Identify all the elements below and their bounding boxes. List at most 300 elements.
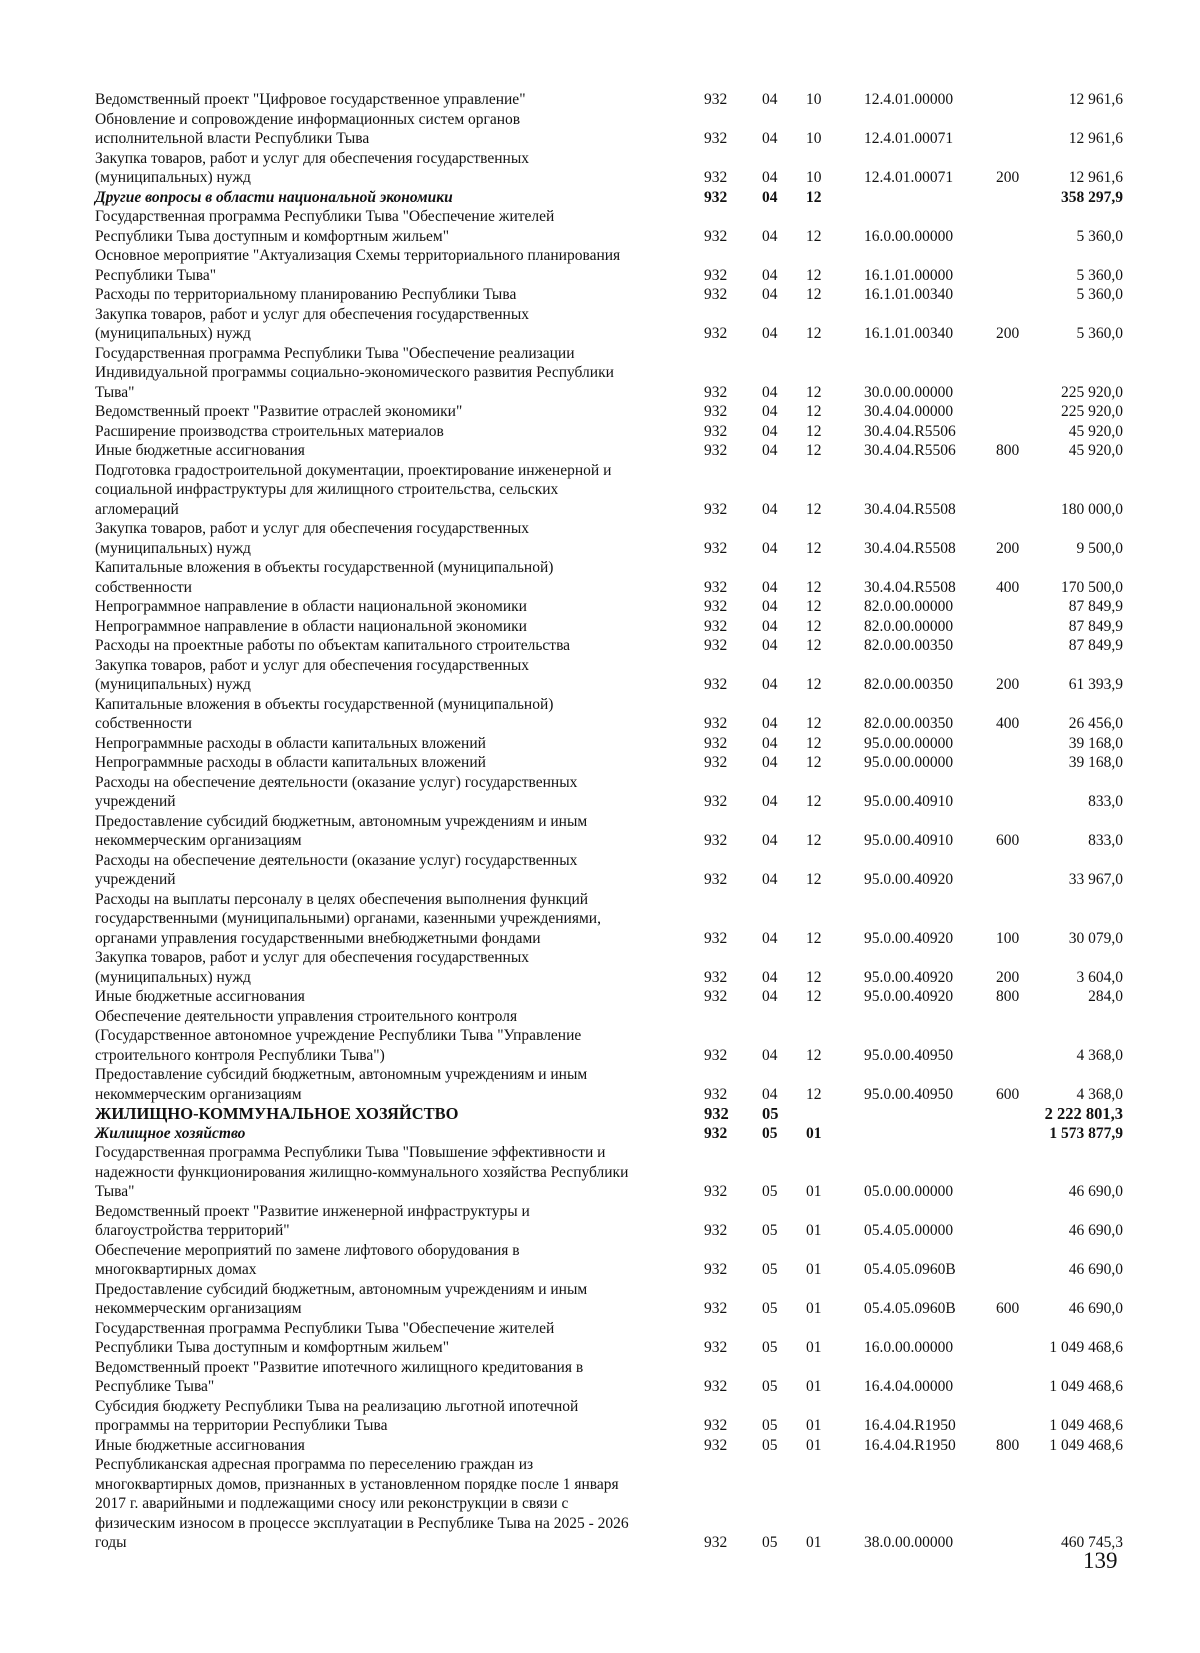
row-name-line: (Государственное автономное учреждение Республики Тыва "Управление: [95, 1027, 582, 1044]
table-row: [0, 90, 1200, 110]
subsection-code: 01: [806, 1339, 822, 1356]
subsection-code: 12: [806, 442, 822, 459]
target-article-code: 12.4.01.00071: [864, 130, 954, 147]
amount: 833,0: [1088, 793, 1123, 810]
expense-type-code: 200: [996, 968, 1020, 986]
section-code: 04: [762, 227, 778, 245]
amount: 170 500,0: [1061, 578, 1123, 596]
target-article-code: 16.1.01.00340: [864, 286, 954, 303]
row-name-line: строительного контроля Республики Тыва"): [95, 1046, 385, 1064]
subsection-code: 12: [806, 754, 822, 771]
department-code: 932: [704, 188, 728, 206]
row-name: [95, 1358, 665, 1397]
row-name-line: Обеспечение мероприятий по замене лифтового оборудования в: [95, 1241, 520, 1259]
department-code: 932: [704, 832, 728, 849]
section-code: 04: [762, 539, 778, 557]
row-name-line: ЖИЛИЩНО-КОММУНАЛЬНОЕ ХОЗЯЙСТВО: [95, 1104, 459, 1123]
row-name-line: Подготовка градостроительной документации, проектирование инженерной и: [95, 461, 612, 479]
row-name-line: (муниципальных) нужд: [95, 169, 251, 186]
section-code: 04: [762, 871, 778, 888]
row-name-line: Тыва": [95, 1183, 135, 1200]
amount: 180 000,0: [1061, 500, 1123, 518]
expense-type-code: 600: [996, 1085, 1020, 1103]
subsection-code: 12: [806, 188, 822, 206]
row-name: [95, 149, 665, 188]
subsection-code: 01: [806, 1222, 822, 1239]
department-code: 932: [704, 871, 728, 888]
expense-type-code: 800: [996, 1436, 1020, 1454]
row-name-line: программы на территории Республики Тыва: [95, 1417, 388, 1434]
amount: 9 500,0: [1076, 539, 1123, 557]
department-code: 932: [704, 968, 728, 986]
row-name-line: (муниципальных) нужд: [95, 325, 251, 342]
section-code: 04: [762, 266, 778, 284]
table-row: [0, 948, 1200, 987]
target-article-code: 95.0.00.40910: [864, 793, 954, 810]
section-code: 05: [762, 1104, 779, 1123]
row-name-line: Расширение производства строительных материалов: [95, 422, 444, 440]
row-name-line: Расходы на обеспечение деятельности (оказание услуг) государственных: [95, 773, 578, 791]
subsection-code: 01: [806, 1534, 822, 1551]
department-code: 932: [704, 500, 728, 518]
amount: 46 690,0: [1068, 1300, 1123, 1317]
amount: 4 368,0: [1076, 1085, 1123, 1103]
amount: 45 920,0: [1068, 422, 1123, 440]
row-name: [95, 1007, 665, 1066]
table-row: [0, 1319, 1200, 1358]
amount: 1 049 468,6: [1049, 1378, 1123, 1395]
expense-type-code: 200: [996, 325, 1020, 342]
target-article-code: 95.0.00.40920: [864, 988, 954, 1005]
expense-type-code: 800: [996, 442, 1020, 459]
amount: 460 745,3: [1061, 1534, 1123, 1551]
subsection-code: 12: [806, 734, 822, 752]
amount: 26 456,0: [1068, 715, 1123, 732]
row-name-line: Индивидуальной программы социально-экономического развития Республики: [95, 364, 614, 381]
target-article-code: 82.0.00.00000: [864, 617, 954, 635]
row-name-line: Непрограммное направление в области национальной экономики: [95, 617, 527, 635]
target-article-code: 95.0.00.40920: [864, 929, 954, 947]
row-name: [95, 1319, 665, 1358]
row-name: [95, 812, 665, 851]
target-article-code: 95.0.00.40950: [864, 1085, 954, 1103]
target-article-code: 30.4.04.R5508: [864, 578, 956, 596]
department-code: 932: [704, 325, 728, 342]
row-name-line: Закупка товаров, работ и услуг для обеспечения государственных: [95, 149, 530, 167]
row-name: [95, 305, 665, 344]
section-code: 04: [762, 169, 778, 186]
department-code: 932: [704, 1085, 728, 1103]
department-code: 932: [704, 1222, 728, 1239]
row-name: [95, 617, 665, 637]
table-row: [0, 987, 1200, 1007]
department-code: 932: [704, 91, 728, 108]
amount: 39 168,0: [1068, 734, 1123, 752]
row-name-line: Закупка товаров, работ и услуг для обеспечения государственных: [95, 949, 530, 966]
department-code: 932: [704, 929, 728, 947]
section-code: 05: [762, 1124, 778, 1142]
subsection-code: 12: [806, 1085, 822, 1103]
target-article-code: 16.4.04.R1950: [864, 1436, 956, 1454]
row-name: [95, 1124, 665, 1144]
department-code: 932: [704, 130, 728, 147]
row-name: [95, 1280, 665, 1319]
table-row: [0, 110, 1200, 149]
section-code: 05: [762, 1300, 778, 1317]
row-name-line: Непрограммные расходы в области капитальных вложений: [95, 734, 486, 752]
row-name-line: Республиканская адресная программа по переселению граждан из: [95, 1456, 534, 1473]
department-code: 932: [704, 1046, 728, 1064]
table-row: [0, 1358, 1200, 1397]
row-name-line: Закупка товаров, работ и услуг для обеспечения государственных: [95, 305, 530, 323]
table-row: [0, 773, 1200, 812]
section-code: 04: [762, 617, 778, 635]
row-name-line: Иные бюджетные ассигнования: [95, 1436, 305, 1454]
section-code: 04: [762, 1046, 778, 1064]
table-row: [0, 461, 1200, 520]
amount: 5 360,0: [1076, 325, 1123, 342]
amount: 225 920,0: [1061, 383, 1123, 401]
row-name-line: Республике Тыва": [95, 1378, 215, 1395]
section-code: 04: [762, 988, 778, 1005]
table-row: [0, 695, 1200, 734]
row-name-line: собственности: [95, 715, 192, 732]
row-name: [95, 285, 665, 305]
subsection-code: 12: [806, 598, 822, 615]
row-name-line: агломераций: [95, 500, 179, 518]
section-code: 04: [762, 325, 778, 342]
subsection-code: 10: [806, 169, 822, 186]
row-name: [95, 1241, 665, 1280]
table-row: [0, 188, 1200, 208]
row-name: [95, 441, 665, 461]
row-name-line: Государственная программа Республики Тыва "Обеспечение реализации: [95, 344, 575, 362]
amount: 358 297,9: [1061, 188, 1123, 206]
row-name-line: (муниципальных) нужд: [95, 968, 251, 986]
table-row: [0, 1280, 1200, 1319]
row-name: [95, 1202, 665, 1241]
row-name-line: Республики Тыва": [95, 266, 217, 284]
section-code: 04: [762, 578, 778, 596]
row-name-line: собственности: [95, 578, 192, 596]
amount: 12 961,6: [1068, 130, 1123, 147]
section-code: 04: [762, 442, 778, 459]
target-article-code: 30.0.00.00000: [864, 383, 954, 401]
subsection-code: 12: [806, 539, 822, 557]
row-name-line: социальной инфраструктуры для жилищного строительства, сельских: [95, 481, 559, 498]
department-code: 932: [704, 1436, 728, 1454]
section-code: 04: [762, 734, 778, 752]
subsection-code: 12: [806, 637, 822, 654]
row-name-line: Ведомственный проект "Развитие отраслей экономики": [95, 403, 463, 420]
subsection-code: 01: [806, 1378, 822, 1395]
department-code: 932: [704, 754, 728, 771]
department-code: 932: [704, 1104, 729, 1123]
row-name: [95, 422, 665, 442]
subsection-code: 12: [806, 832, 822, 849]
table-row: [0, 1202, 1200, 1241]
section-code: 04: [762, 1085, 778, 1103]
target-article-code: 16.0.00.00000: [864, 1339, 954, 1356]
target-article-code: 16.0.00.00000: [864, 227, 954, 245]
target-article-code: 82.0.00.00350: [864, 637, 954, 654]
table-row: [0, 812, 1200, 851]
row-name-line: Иные бюджетные ассигнования: [95, 442, 305, 459]
amount: 33 967,0: [1068, 871, 1123, 888]
row-name: [95, 656, 665, 695]
amount: 833,0: [1088, 832, 1123, 849]
expense-type-code: 400: [996, 578, 1020, 596]
subsection-code: 12: [806, 871, 822, 888]
row-name-line: физическим износом в процессе эксплуатации в Республике Тыва на 2025 - 2026: [95, 1514, 629, 1532]
row-name-line: благоустройства территорий": [95, 1222, 290, 1239]
table-row: [0, 1241, 1200, 1280]
table-row: [0, 422, 1200, 442]
row-name: [95, 597, 665, 617]
section-code: 05: [762, 1183, 778, 1200]
row-name-line: Государственная программа Республики Тыва "Повышение эффективности и: [95, 1144, 606, 1161]
row-name-line: Предоставление субсидий бюджетным, автономным учреждениям и иным: [95, 812, 588, 830]
target-article-code: 05.4.05.00000: [864, 1222, 954, 1239]
department-code: 932: [704, 988, 728, 1005]
section-code: 04: [762, 754, 778, 771]
amount: 1 049 468,6: [1049, 1436, 1123, 1454]
amount: 46 690,0: [1068, 1222, 1123, 1239]
row-name-line: Обеспечение деятельности управления строительного контроля: [95, 1007, 518, 1025]
row-name: [95, 987, 665, 1007]
subsection-code: 01: [806, 1183, 822, 1200]
subsection-code: 01: [806, 1417, 822, 1434]
section-code: 04: [762, 403, 778, 420]
row-name-line: Закупка товаров, работ и услуг для обеспечения государственных: [95, 520, 530, 537]
table-row: [0, 558, 1200, 597]
section-code: 04: [762, 286, 778, 303]
table-row: [0, 851, 1200, 890]
expense-type-code: 600: [996, 1300, 1020, 1317]
target-article-code: 05.4.05.0960B: [864, 1261, 956, 1278]
department-code: 932: [704, 1339, 728, 1356]
row-name: [95, 1397, 665, 1436]
row-name-line: надежности функционирования жилищно-коммунального хозяйства Республики: [95, 1163, 629, 1181]
subsection-code: 12: [806, 715, 822, 732]
amount: 87 849,9: [1068, 637, 1123, 654]
subsection-code: 01: [806, 1261, 822, 1278]
table-row: [0, 402, 1200, 422]
row-name-line: Основное мероприятие "Актуализация Схемы территориального планирования: [95, 247, 621, 264]
row-name: [95, 1065, 665, 1104]
expense-type-code: 200: [996, 169, 1020, 186]
department-code: 932: [704, 1261, 728, 1278]
row-name-line: Ведомственный проект "Развитие ипотечного жилищного кредитования в: [95, 1358, 584, 1376]
row-name: [95, 110, 665, 149]
table-row: [0, 617, 1200, 637]
table-row: [0, 305, 1200, 344]
section-code: 05: [762, 1436, 778, 1454]
subsection-code: 12: [806, 383, 822, 401]
row-name-line: учреждений: [95, 793, 176, 810]
row-name-line: Расходы на обеспечение деятельности (оказание услуг) государственных: [95, 851, 578, 869]
department-code: 932: [704, 442, 728, 459]
section-code: 05: [762, 1417, 778, 1434]
row-name-line: некоммерческим организациям: [95, 1300, 302, 1317]
table-row: [0, 1007, 1200, 1066]
target-article-code: 82.0.00.00350: [864, 715, 954, 732]
row-name: [95, 851, 665, 890]
row-name: [95, 246, 665, 285]
row-name: [95, 558, 665, 597]
table-row: [0, 753, 1200, 773]
target-article-code: 30.4.04.R5506: [864, 442, 956, 459]
table-row: [0, 344, 1200, 403]
table-row: [0, 519, 1200, 558]
department-code: 932: [704, 266, 728, 284]
subsection-code: 12: [806, 266, 822, 284]
row-name-line: Ведомственный проект "Развитие инженерной инфраструктуры и: [95, 1202, 530, 1220]
target-article-code: 16.1.01.00000: [864, 266, 954, 284]
department-code: 932: [704, 793, 728, 810]
amount: 12 961,6: [1068, 169, 1123, 186]
section-code: 04: [762, 188, 778, 206]
target-article-code: 82.0.00.00350: [864, 676, 954, 693]
row-name: [95, 1436, 665, 1456]
expense-type-code: 800: [996, 988, 1020, 1005]
section-code: 04: [762, 383, 778, 401]
subsection-code: 12: [806, 617, 822, 635]
row-name: [95, 753, 665, 773]
table-row: [0, 636, 1200, 656]
subsection-code: 12: [806, 929, 822, 947]
row-name-line: Другие вопросы в области национальной экономики: [95, 188, 453, 206]
row-name: [95, 636, 665, 656]
department-code: 932: [704, 539, 728, 557]
subsection-code: 12: [806, 968, 822, 986]
subsection-code: 12: [806, 500, 822, 518]
row-name-line: исполнительной власти Республики Тыва: [95, 130, 370, 147]
row-name-line: Ведомственный проект "Цифровое государственное управление": [95, 91, 526, 108]
row-name-line: Тыва": [95, 383, 135, 401]
row-name-line: Республики Тыва доступным и комфортным жильем": [95, 227, 450, 245]
expense-type-code: 400: [996, 715, 1020, 732]
target-article-code: 30.4.04.R5508: [864, 500, 956, 518]
amount: 284,0: [1088, 988, 1123, 1005]
row-name-line: Иные бюджетные ассигнования: [95, 988, 305, 1005]
section-code: 04: [762, 832, 778, 849]
row-name-line: Государственная программа Республики Тыва "Обеспечение жителей: [95, 208, 555, 225]
table-row: [0, 1143, 1200, 1202]
department-code: 932: [704, 403, 728, 420]
target-article-code: 95.0.00.40910: [864, 832, 954, 849]
subsection-code: 12: [806, 286, 822, 303]
target-article-code: 95.0.00.40920: [864, 871, 954, 888]
row-name-line: Предоставление субсидий бюджетным, автономным учреждениям и иным: [95, 1280, 588, 1298]
department-code: 932: [704, 578, 728, 596]
target-article-code: 30.4.04.00000: [864, 403, 954, 420]
expense-type-code: 100: [996, 929, 1020, 947]
department-code: 932: [704, 715, 728, 732]
row-name: [95, 90, 665, 110]
table-row: [0, 207, 1200, 246]
department-code: 932: [704, 422, 728, 440]
department-code: 932: [704, 383, 728, 401]
row-name-line: Предоставление субсидий бюджетным, автономным учреждениям и иным: [95, 1066, 588, 1083]
target-article-code: 16.1.01.00340: [864, 325, 954, 342]
subsection-code: 12: [806, 793, 822, 810]
row-name: [95, 890, 665, 949]
row-name-line: государственными (муниципальными) органами, казенными учреждениями,: [95, 910, 601, 927]
amount: 3 604,0: [1076, 968, 1123, 986]
department-code: 932: [704, 286, 728, 303]
expense-type-code: 200: [996, 539, 1020, 557]
subsection-code: 12: [806, 988, 822, 1005]
row-name: [95, 1143, 665, 1202]
row-name-line: Субсидия бюджету Республики Тыва на реализацию льготной ипотечной: [95, 1397, 579, 1415]
subsection-code: 10: [806, 91, 822, 108]
amount: 5 360,0: [1076, 227, 1123, 245]
subsection-code: 01: [806, 1300, 822, 1317]
target-article-code: 95.0.00.00000: [864, 754, 954, 771]
target-article-code: 30.4.04.R5506: [864, 422, 956, 440]
row-name: [95, 519, 665, 558]
target-article-code: 82.0.00.00000: [864, 598, 954, 615]
amount: 46 690,0: [1068, 1261, 1123, 1278]
section-code: 05: [762, 1222, 778, 1239]
row-name-line: (муниципальных) нужд: [95, 676, 251, 693]
subsection-code: 12: [806, 227, 822, 245]
table-row: [0, 1436, 1200, 1456]
table-row: [0, 149, 1200, 188]
table-row: [0, 285, 1200, 305]
amount: 87 849,9: [1068, 617, 1123, 635]
table-row: [0, 656, 1200, 695]
row-name-line: учреждений: [95, 871, 176, 888]
amount: 2 222 801,3: [1044, 1104, 1123, 1123]
expense-type-code: 200: [996, 676, 1020, 693]
target-article-code: 16.4.04.R1950: [864, 1417, 956, 1434]
row-name: [95, 734, 665, 754]
row-name: [95, 948, 665, 987]
row-name: [95, 207, 665, 246]
table-row: [0, 1455, 1200, 1553]
target-article-code: 38.0.00.00000: [864, 1534, 954, 1551]
row-name: [95, 188, 665, 208]
target-article-code: 30.4.04.R5508: [864, 539, 956, 557]
section-code: 04: [762, 793, 778, 810]
row-name: [95, 344, 665, 403]
row-name: [95, 1104, 665, 1124]
table-row: [0, 597, 1200, 617]
subsection-code: 10: [806, 130, 822, 147]
section-code: 04: [762, 422, 778, 440]
amount: 87 849,9: [1068, 598, 1123, 615]
amount: 1 049 468,6: [1049, 1417, 1123, 1434]
section-code: 04: [762, 500, 778, 518]
expense-type-code: 600: [996, 832, 1020, 849]
section-code: 04: [762, 676, 778, 693]
subsection-code: 01: [806, 1124, 822, 1142]
amount: 1 573 877,9: [1049, 1124, 1123, 1142]
row-name-line: Расходы на проектные работы по объектам капитального строительства: [95, 637, 571, 654]
section-code: 04: [762, 130, 778, 147]
target-article-code: 95.0.00.40950: [864, 1046, 954, 1064]
department-code: 932: [704, 169, 728, 186]
subsection-code: 12: [806, 325, 822, 342]
amount: 1 049 468,6: [1049, 1339, 1123, 1356]
table-row: [0, 441, 1200, 461]
amount: 61 393,9: [1068, 676, 1123, 693]
row-name-line: некоммерческим организациям: [95, 1085, 302, 1103]
table-row: [0, 1124, 1200, 1144]
department-code: 932: [704, 1534, 728, 1551]
